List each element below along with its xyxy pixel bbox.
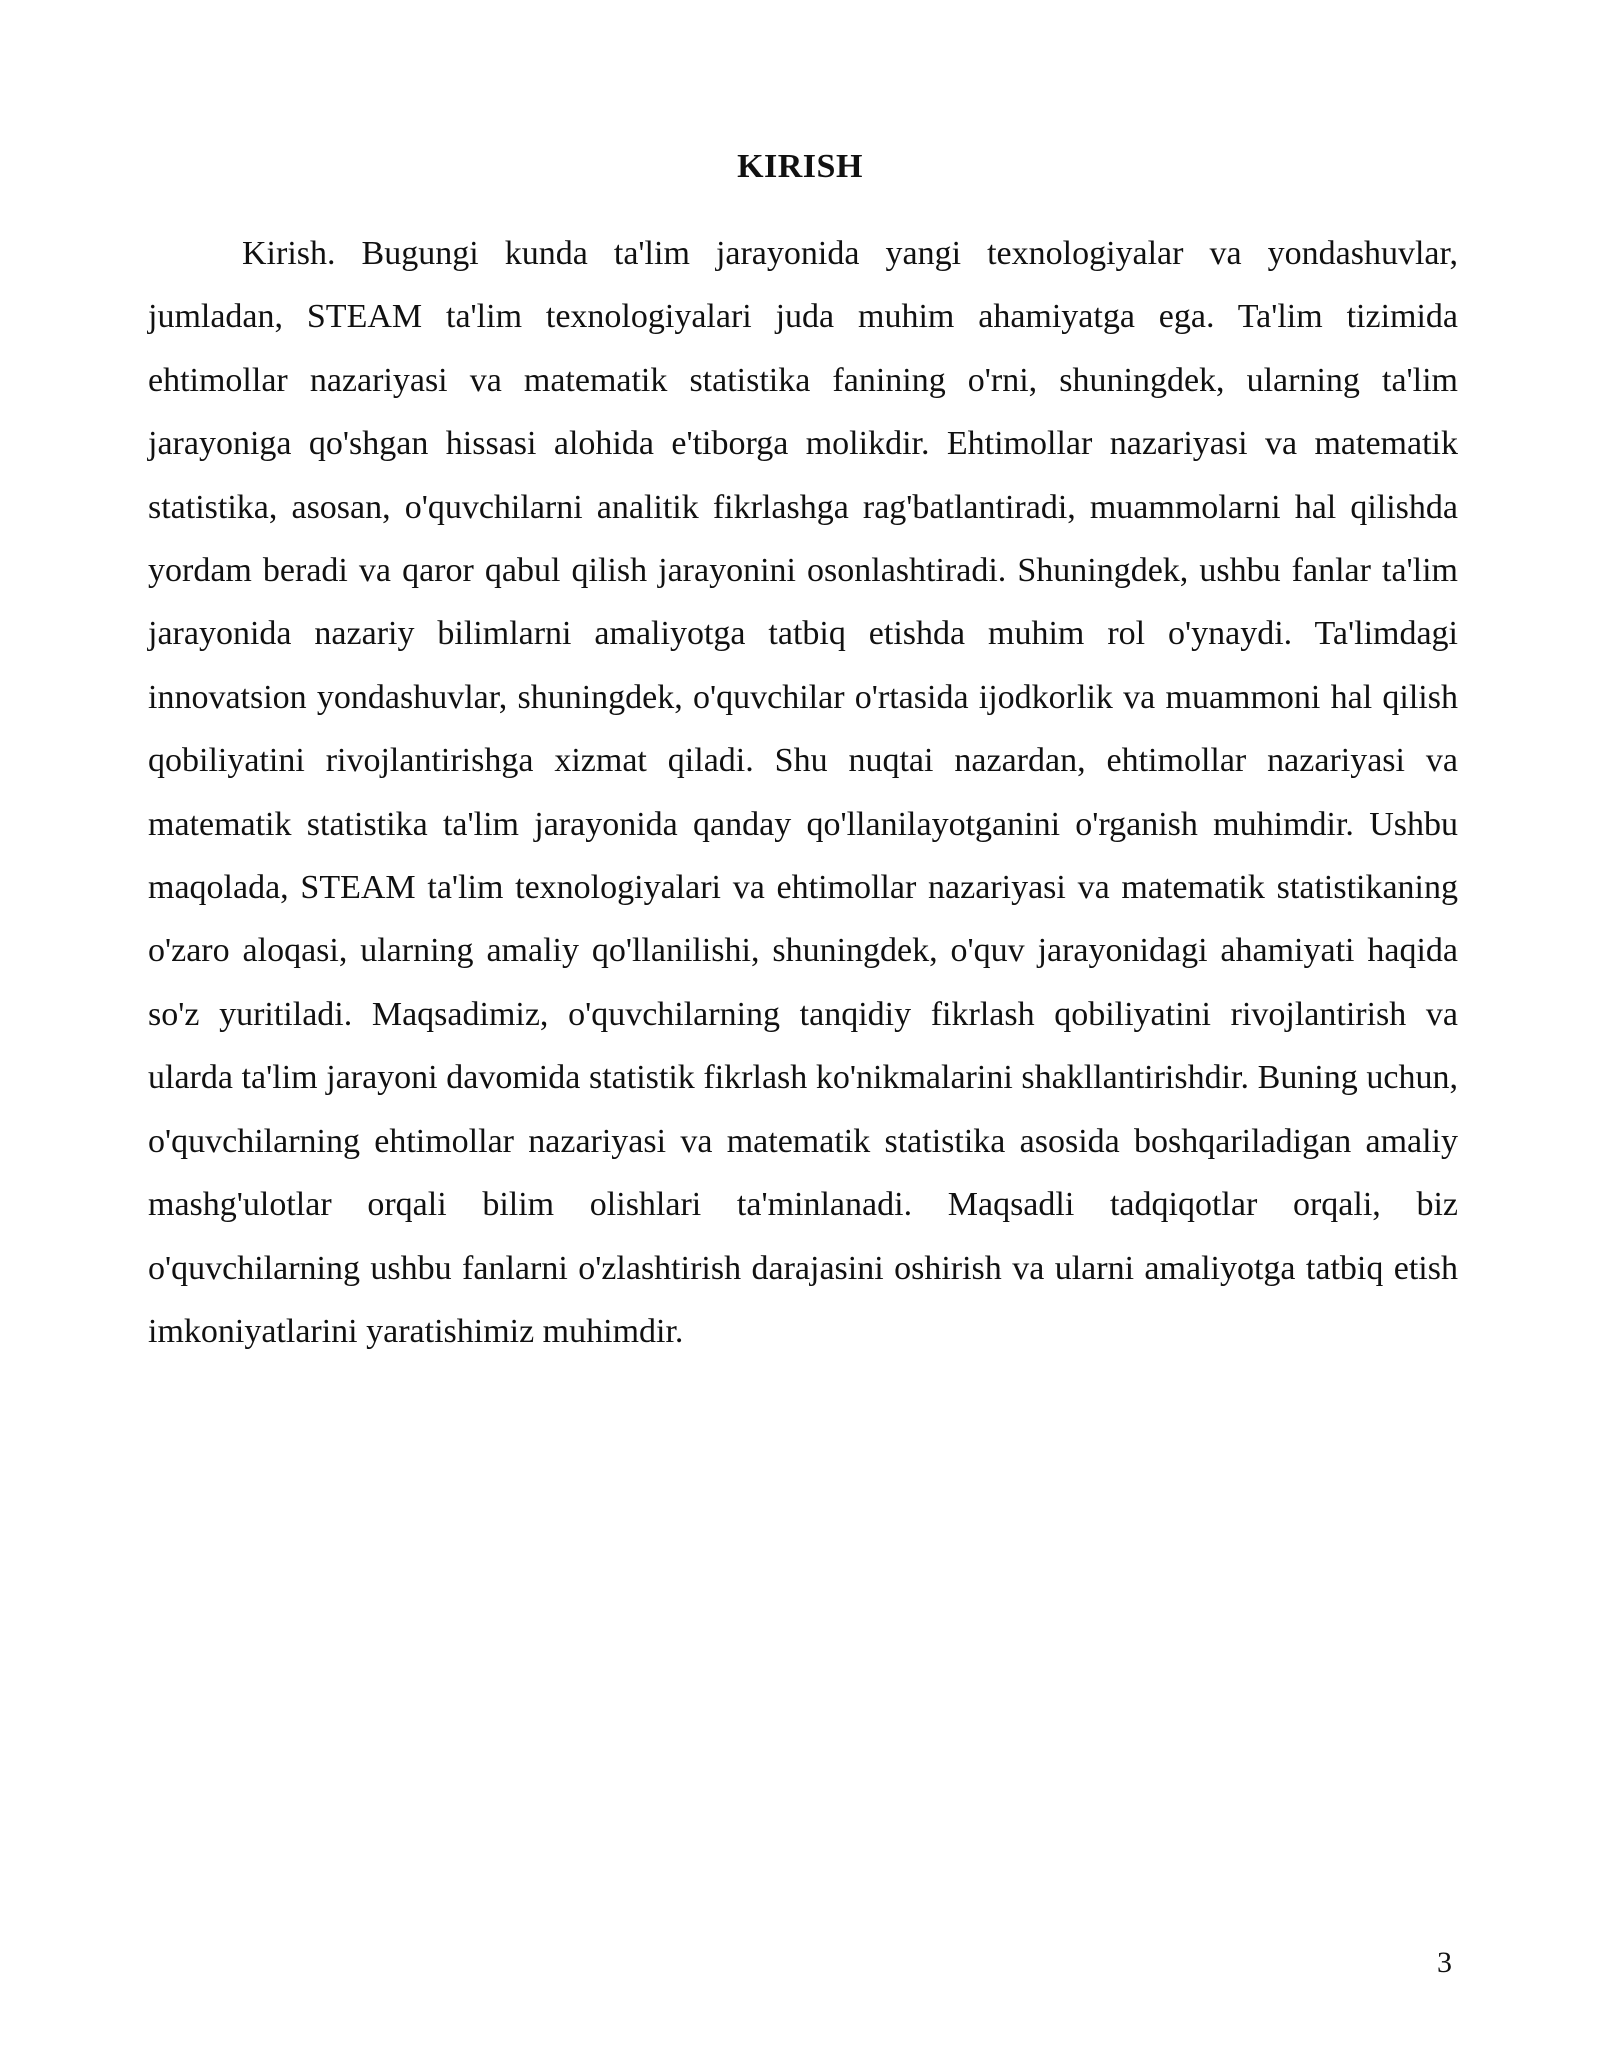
body-paragraph: Kirish. Bugungi kunda ta'lim jarayonida yangi texnologiyalar va yondashuvlar, jumladan, STEAM ta'lim texnologiyalari juda muhim ahamiyatga ega. Ta'lim tizimida ehtimollar nazariyasi va matematik statistika fanining o'rni, shuningdek, ularning ta'lim jarayoniga qo'shgan hissasi alohida e'tiborga molikdir. Ehtimollar nazariyasi va matematik statistika, asosan, o'quvchilarni analitik fikrlashga rag'batlantiradi, muammolarni hal qilishda yordam beradi va qaror qabul qilish jarayonini osonlashtiradi. Shuningdek, ushbu fanlar ta'lim jarayonida nazariy bilimlarni amaliyotga tatbiq etishda muhim rol o'ynaydi. Ta'limdagi innovatsion yondashuvlar, shuningdek, o'quvchilar o'rtasida ijodkorlik va muammoni hal qilish qobiliyatini rivojlantirishga xizmat qiladi. Shu nuqtai nazardan, ehtimollar nazariyasi va matematik statistika ta'lim jarayonida qanday qo'llanilayotganini o'rganish muhimdir. Ushbu maqolada, STEAM ta'lim texnologiyalari va ehtimollar nazariyasi va matematik statistikaning o'zaro aloqasi, ularning amaliy qo'llanilishi, shuningdek, o'quv jarayonidagi ahamiyati haqida so'z yuritiladi. Maqsadimiz, o'quvchilarning tanqidiy fikrlash qobiliyatini rivojlantirish va ularda ta'lim jarayoni davomida statistik fikrlash ko'nikmalarini shakllantirishdir. Buning uchun, o'quvchilarning ehtimollar nazariyasi va matematik statistika asosida boshqariladigan amaliy mashg'ulotlar orqali bilim olishlari ta'minlanadi. Maqsadli tadqiqotlar orqali, biz o'quvchilarning ushbu fanlarni o'zlashtirish darajasini oshirish va ularni amaliyotga tatbiq etish imkoniyatlarini yaratishimiz muhimdir. [148,235,1458,1350]
page-number: 3 [1437,1946,1452,1979]
section-title: KIRISH [737,148,863,185]
